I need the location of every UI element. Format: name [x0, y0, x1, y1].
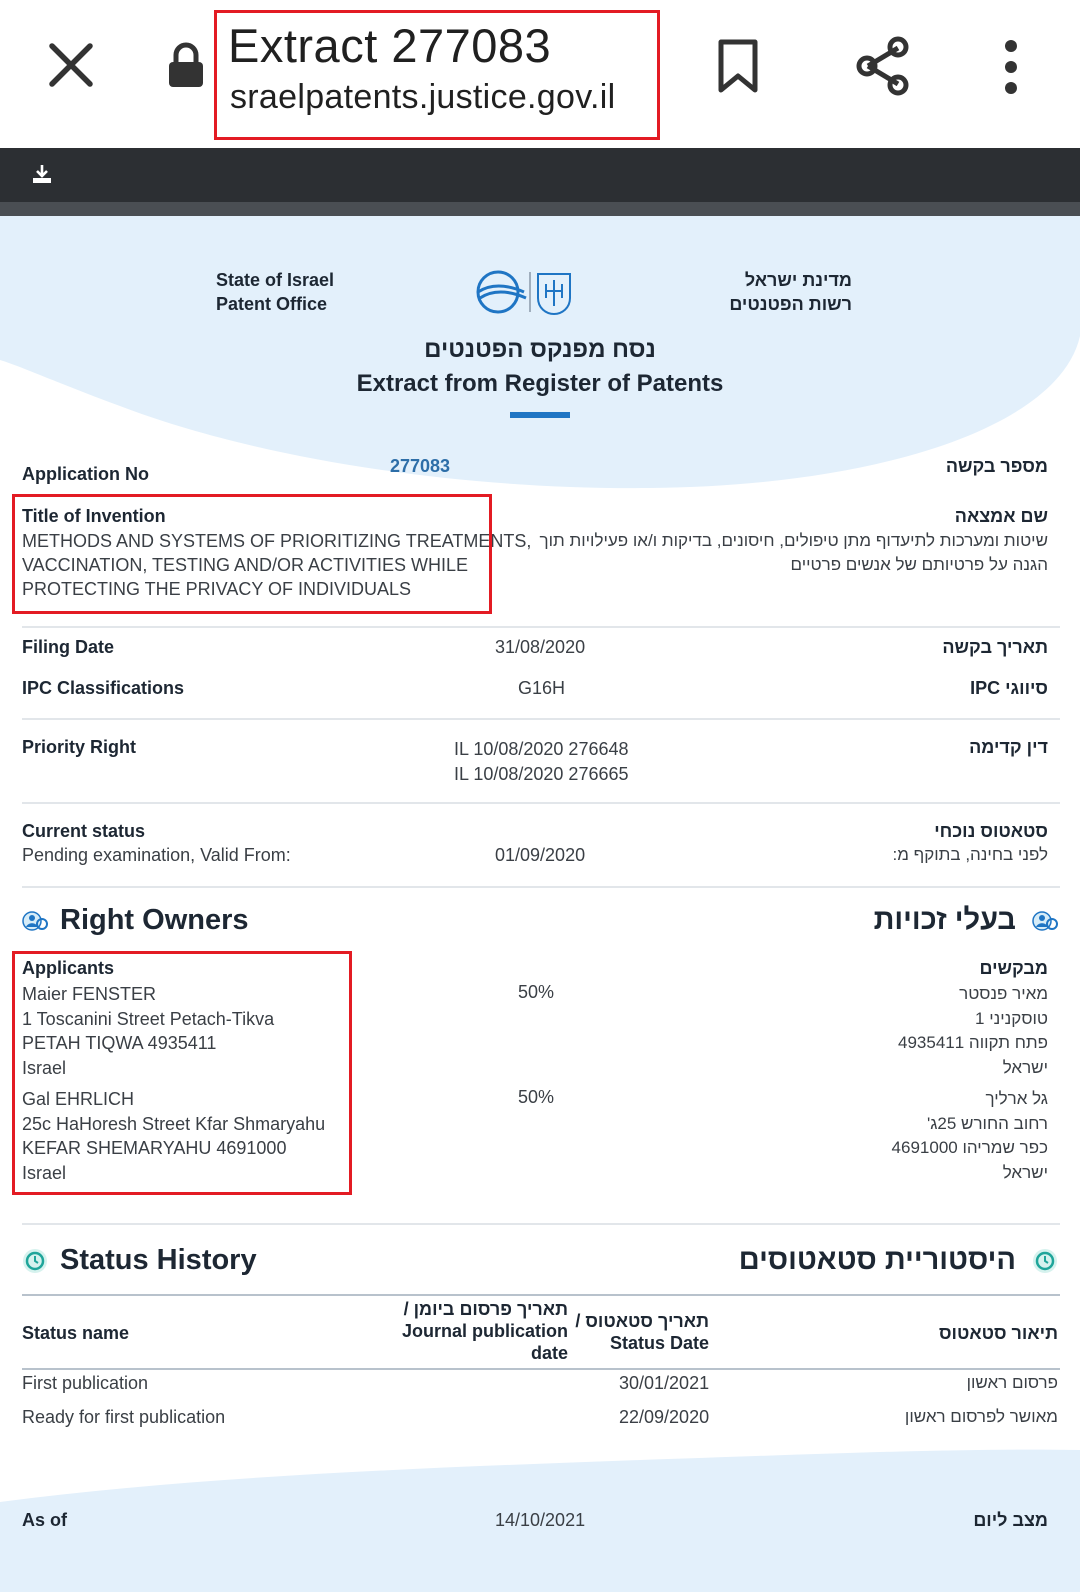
- applicant-share: 50%: [518, 982, 555, 1002]
- divider: [22, 1223, 1060, 1225]
- history-icon: [1032, 1248, 1058, 1274]
- history-row-date: 22/09/2020: [619, 1407, 710, 1427]
- applicants-label-he: מבקשים: [979, 958, 1048, 978]
- owners-title-en: Right Owners: [60, 904, 249, 936]
- as-of-date: 14/10/2021: [495, 1510, 586, 1530]
- logo-icon: [474, 268, 576, 316]
- col-status-name: Status name: [22, 1323, 130, 1343]
- application-label-en: Application No: [22, 464, 149, 484]
- history-row-desc: מאושר לפרסום ראשון: [904, 1407, 1058, 1426]
- application-label-he: מספר בקשה: [945, 456, 1048, 476]
- org-name-en: State of Israel Patent Office: [216, 270, 335, 314]
- status-label-he: סטאטוס נוכחי: [934, 821, 1048, 841]
- status-label-en: Current status: [22, 821, 146, 841]
- applicants-label-en: Applicants: [22, 958, 115, 978]
- doc-title-he: נסח מפנקס הפטנטים: [424, 336, 656, 363]
- divider: [22, 626, 1060, 628]
- divider: [22, 886, 1060, 888]
- ipc-label-en: IPC Classifications: [22, 678, 185, 698]
- history-row-date: 30/01/2021: [619, 1373, 710, 1393]
- history-title-en: Status History: [60, 1244, 257, 1276]
- more-vert-icon[interactable]: [1000, 40, 1022, 94]
- applicant-he: גל ארליך רחוב החורש 25ג' כפר שמריהו 4691000 ישראל: [891, 1089, 1048, 1182]
- history-row-name: Ready for first publication: [22, 1407, 226, 1427]
- priority-label-he: דין קדימה: [969, 737, 1048, 757]
- filing-label-he: תאריך בקשה: [942, 637, 1048, 657]
- url-host[interactable]: sraelpatents.justice.gov.il: [230, 78, 616, 116]
- title-underline: [510, 412, 570, 418]
- owners-title-he: בעלי זכויות: [873, 904, 1016, 936]
- lock-icon[interactable]: [168, 42, 204, 88]
- invention-label-en: Title of Invention: [22, 506, 166, 526]
- divider: [22, 718, 1060, 720]
- doc-title-en: Extract from Register of Patents: [356, 370, 724, 397]
- priority-values: IL 10/08/2020 276648 IL 10/08/2020 276665: [454, 739, 629, 784]
- applicant-en: Maier FENSTER 1 Toscanini Street Petach-Tikva PETAH TIQWA 4935411 Israel: [22, 984, 275, 1078]
- page-title[interactable]: Extract 277083: [228, 19, 552, 72]
- pdf-toolbar: [0, 148, 1080, 202]
- col-status-desc: תיאור סטאטוס: [938, 1323, 1058, 1343]
- history-row-desc: פרסום ראשון: [966, 1373, 1058, 1392]
- invention-label-he: שם אמצאה: [954, 506, 1048, 526]
- col-journal-date: תאריך פרסום ביומן / Journal publication date: [401, 1299, 568, 1363]
- divider: [22, 802, 1060, 804]
- status-value-en: Pending examination, Valid From:: [22, 845, 291, 865]
- document-page: [0, 216, 1080, 1592]
- invention-title-en: METHODS AND SYSTEMS OF PRIORITIZING TREATMENTS, VACCINATION, TESTING AND/OR ACTIVITIES WHILE PROTECTING THE PRIVACY OF INDIVIDUALS: [22, 531, 532, 599]
- priority-label-en: Priority Right: [22, 737, 137, 757]
- ipc-value: G16H: [518, 678, 566, 698]
- history-title-he: היסטוריית סטאטוסים: [738, 1244, 1016, 1276]
- invention-title-he: שיטות ומערכות לתיעדוף מתן טיפולים, חיסונים, בדיקות ו/או פעילויות תוך הגנה על פרטיותם של אנשים פרטיים: [539, 531, 1048, 574]
- application-number[interactable]: 277083: [390, 456, 451, 476]
- table-top-rule: [22, 1294, 1060, 1296]
- owners-icon: [1032, 910, 1058, 932]
- toolbar-shadow: [0, 202, 1080, 216]
- share-icon[interactable]: [854, 36, 912, 96]
- owners-icon: [22, 910, 48, 932]
- browser-toolbar: [0, 0, 1080, 148]
- history-row-name: First publication: [22, 1373, 149, 1393]
- org-name-he: מדינת ישראל רשות הפטנטים: [729, 270, 852, 314]
- ipc-label-he: סיווגי IPC: [970, 678, 1048, 698]
- applicant-share: 50%: [518, 1087, 555, 1107]
- applicant-en: Gal EHRLICH 25c HaHoresh Street Kfar Shmaryahu KEFAR SHEMARYAHU 4691000 Israel: [22, 1089, 326, 1183]
- history-icon: [22, 1248, 48, 1274]
- download-icon[interactable]: [32, 164, 52, 184]
- as-of-label-en: As of: [22, 1510, 67, 1530]
- table-header-rule: [22, 1368, 1060, 1370]
- bookmark-icon[interactable]: [716, 38, 760, 94]
- filing-label-en: Filing Date: [22, 637, 115, 657]
- col-status-date: תאריך סטאטוס / Status Date: [575, 1311, 709, 1353]
- filing-date: 31/08/2020: [495, 637, 586, 657]
- applicant-he: מאיר פנסטר טוסקניני 1 פתח תקווה 4935411 ישראל: [898, 984, 1048, 1077]
- status-value-he: לפני בחינה, בתוקף מ:: [892, 845, 1048, 864]
- status-date: 01/09/2020: [495, 845, 586, 865]
- close-icon[interactable]: [48, 42, 94, 88]
- as-of-label-he: מצב ליום: [973, 1510, 1048, 1530]
